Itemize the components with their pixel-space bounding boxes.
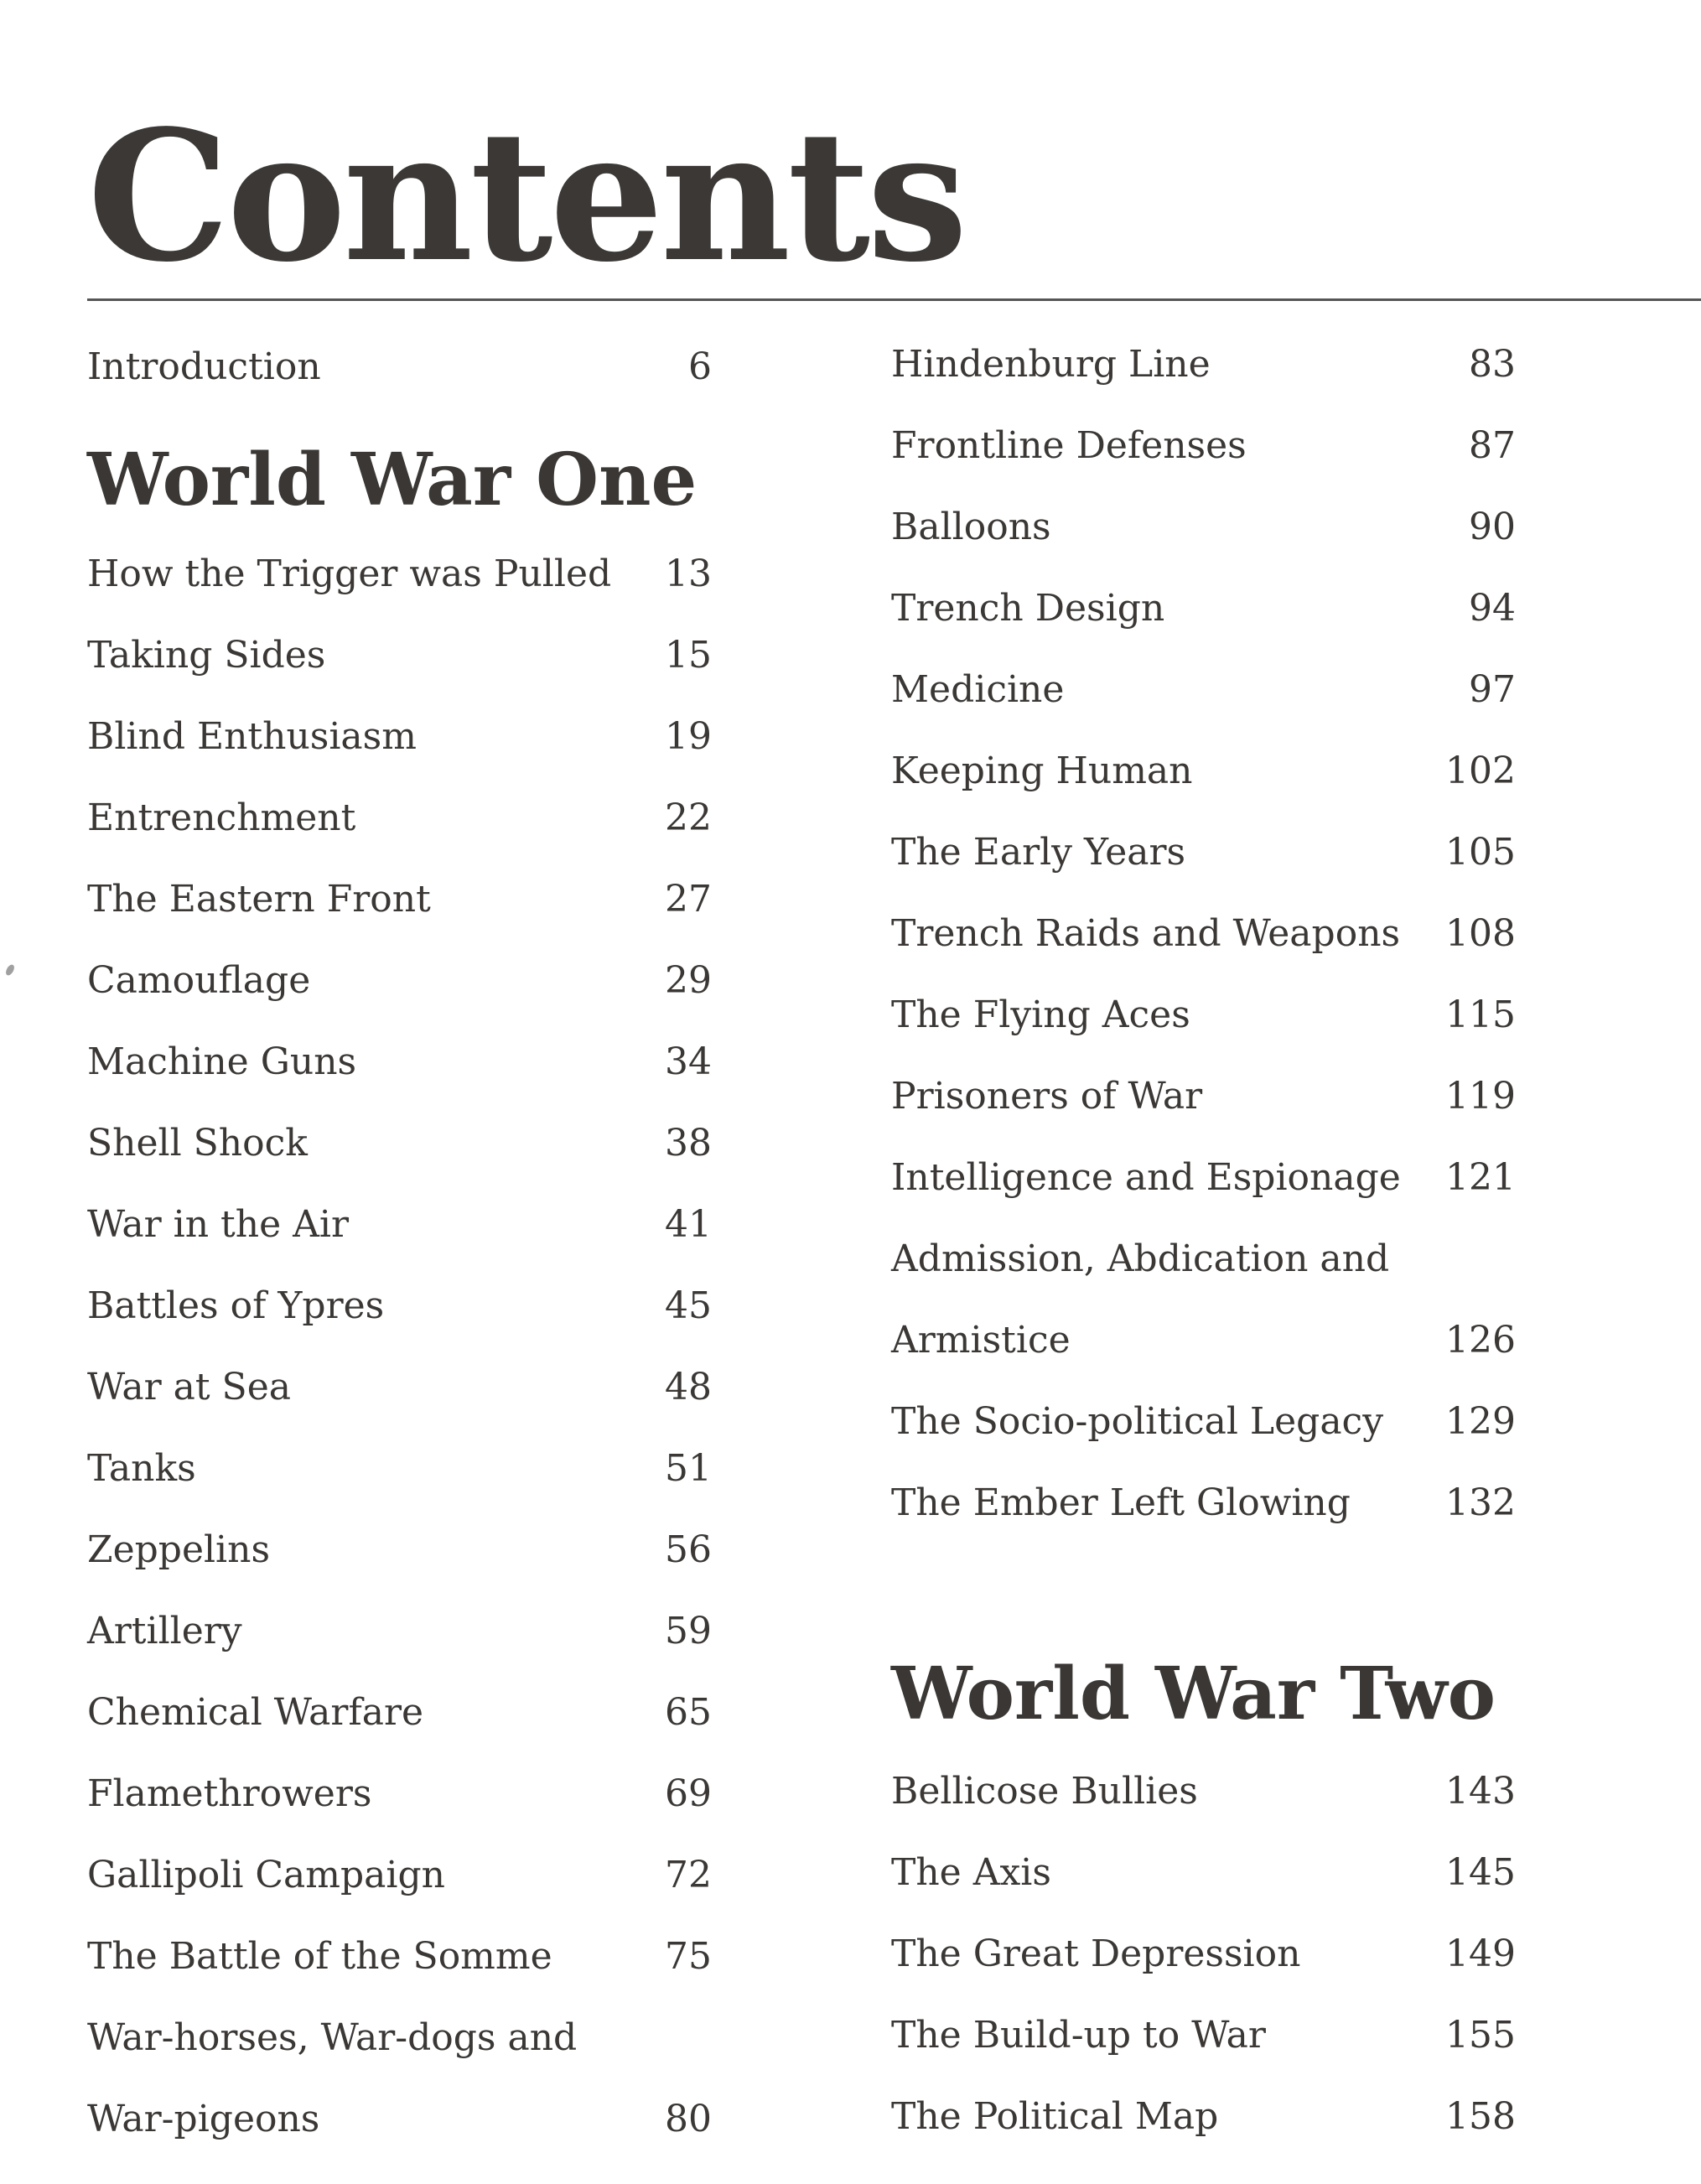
toc-entry[interactable]	[87, 1037, 712, 1087]
toc-entry[interactable]	[87, 1444, 712, 1494]
toc-entry-title: The Battle of the Somme	[87, 1935, 552, 1978]
scan-speck	[4, 963, 16, 977]
toc-entry-title: Camouflage	[87, 959, 311, 1002]
section-heading-ww1: World War One	[87, 438, 698, 522]
toc-entry[interactable]	[87, 2094, 712, 2145]
toc-entry-page: 48	[665, 1366, 712, 1408]
toc-entry-title: Flamethrowers	[87, 1772, 372, 1815]
toc-entry[interactable]	[891, 340, 1516, 390]
toc-entry-title: Taking Sides	[87, 634, 326, 677]
toc-entry-title: War-pigeons	[87, 2098, 320, 2140]
toc-entry-page: 149	[1445, 1932, 1516, 1975]
toc-entry[interactable]	[891, 746, 1516, 796]
toc-entry-page: 65	[665, 1691, 712, 1734]
toc-entry-title: War at Sea	[87, 1366, 291, 1408]
toc-entry-title: Zeppelins	[87, 1528, 271, 1571]
toc-entry-page: 19	[665, 715, 712, 758]
toc-entry-page: 94	[1469, 587, 1516, 630]
toc-entry-page: 132	[1445, 1481, 1516, 1524]
toc-entry-title: How the Trigger was Pulled	[87, 552, 612, 595]
toc-entry-title: War in the Air	[87, 1203, 349, 1246]
section-heading-ww2: World War Two	[891, 1652, 1496, 1736]
toc-entry-title: Blind Enthusiasm	[87, 715, 417, 758]
toc-entry[interactable]	[87, 549, 712, 599]
toc-entry[interactable]	[891, 1478, 1516, 1528]
toc-entry-title: Bellicose Bullies	[891, 1770, 1198, 1813]
toc-entry[interactable]	[87, 2013, 712, 2063]
toc-entry[interactable]	[87, 712, 712, 762]
toc-entry-title: Trench Raids and Weapons	[891, 912, 1401, 955]
toc-entry[interactable]	[891, 1766, 1516, 1817]
toc-entry-page: 69	[665, 1772, 712, 1815]
toc-entry[interactable]	[87, 1281, 712, 1331]
toc-entry-page: 97	[1469, 668, 1516, 711]
page-title: Contents	[87, 91, 965, 302]
toc-entry-title: Prisoners of War	[891, 1075, 1203, 1118]
toc-entry-title: The Ember Left Glowing	[891, 1481, 1351, 1524]
toc-entry-page: 51	[665, 1447, 712, 1490]
toc-entry-title: Keeping Human	[891, 750, 1193, 792]
toc-entry[interactable]	[87, 1118, 712, 1169]
toc-entry[interactable]	[87, 793, 712, 843]
toc-entry-title: Hindenburg Line	[891, 343, 1211, 386]
toc-entry[interactable]	[87, 630, 712, 681]
toc-entry-title: Medicine	[891, 668, 1065, 711]
toc-entry-title: Tanks	[87, 1447, 196, 1490]
toc-entry[interactable]	[891, 1929, 1516, 1979]
toc-entry[interactable]	[891, 1397, 1516, 1447]
toc-entry[interactable]	[891, 2092, 1516, 2142]
toc-entry[interactable]	[891, 827, 1516, 878]
toc-entry-page: 38	[665, 1122, 712, 1165]
toc-entry-page: 143	[1445, 1770, 1516, 1813]
toc-entry[interactable]	[891, 909, 1516, 959]
toc-entry[interactable]	[87, 1769, 712, 1819]
toc-entry-title: War-horses, War-dogs and	[87, 2016, 578, 2059]
toc-entry-title: The Build-up to War	[891, 2014, 1266, 2057]
toc-entry[interactable]	[87, 956, 712, 1006]
toc-entry-title: Chemical Warfare	[87, 1691, 424, 1734]
toc-entry-page: 158	[1445, 2095, 1516, 2138]
toc-entry-title: The Flying Aces	[891, 993, 1190, 1036]
toc-entry-title: Shell Shock	[87, 1122, 308, 1165]
toc-entry-page: 108	[1445, 912, 1516, 955]
toc-entry-page: 29	[665, 959, 712, 1002]
toc-entry[interactable]	[891, 990, 1516, 1040]
toc-entry-title: Frontline Defenses	[891, 424, 1247, 467]
toc-entry[interactable]	[87, 1850, 712, 1901]
toc-entry-page: 105	[1445, 831, 1516, 874]
toc-entry-page: 75	[665, 1935, 712, 1978]
toc-entry-title: Machine Guns	[87, 1040, 357, 1083]
toc-entry-title: Entrenchment	[87, 796, 356, 839]
toc-entry[interactable]	[87, 1200, 712, 1250]
toc-entry-title: The Socio-political Legacy	[891, 1400, 1384, 1443]
toc-entry[interactable]	[891, 1848, 1516, 1898]
toc-entry-title: Intelligence and Espionage	[891, 1156, 1401, 1199]
toc-entry-title: Artillery	[87, 1610, 242, 1652]
toc-entry-page: 27	[665, 878, 712, 921]
toc-entry-title: The Political Map	[891, 2095, 1219, 2138]
toc-entry-page: 90	[1469, 506, 1516, 548]
toc-entry-page: 34	[665, 1040, 712, 1083]
toc-entry-page: 59	[665, 1610, 712, 1652]
toc-entry[interactable]	[891, 2010, 1516, 2061]
toc-entry[interactable]	[87, 1362, 712, 1413]
toc-entry-page: 72	[665, 1854, 712, 1896]
toc-entry-title: Balloons	[891, 506, 1051, 548]
toc-entry-page: 115	[1445, 993, 1516, 1036]
toc-entry-page: 87	[1469, 424, 1516, 467]
toc-entry[interactable]	[891, 665, 1516, 715]
toc-entry-title: Battles of Ypres	[87, 1284, 385, 1327]
toc-entry-title: Trench Design	[891, 587, 1165, 630]
toc-entry-page: 6	[688, 345, 712, 388]
toc-entry[interactable]	[891, 1315, 1516, 1366]
toc-entry[interactable]	[87, 1606, 712, 1657]
toc-entry-title: The Early Years	[891, 831, 1186, 874]
toc-entry[interactable]	[87, 1688, 712, 1738]
toc-entry-title: The Axis	[891, 1851, 1051, 1894]
toc-entry-page: 45	[665, 1284, 712, 1327]
toc-entry-page: 83	[1469, 343, 1516, 386]
title-divider	[87, 298, 1701, 301]
toc-entry[interactable]	[87, 1525, 712, 1575]
toc-entry-title: The Great Depression	[891, 1932, 1301, 1975]
toc-entry-page: 145	[1445, 1851, 1516, 1894]
toc-entry-page: 102	[1445, 750, 1516, 792]
toc-entry-title: Admission, Abdication and	[891, 1237, 1390, 1280]
toc-entry-page: 126	[1445, 1319, 1516, 1362]
toc-entry-title: The Eastern Front	[87, 878, 431, 921]
toc-entry-page: 56	[665, 1528, 712, 1571]
toc-entry-title: Introduction	[87, 345, 321, 388]
toc-entry[interactable]	[891, 1234, 1516, 1284]
toc-entry-page: 119	[1445, 1075, 1516, 1118]
toc-entry-title: Armistice	[891, 1319, 1071, 1362]
toc-entry[interactable]	[891, 584, 1516, 634]
toc-entry[interactable]	[87, 874, 712, 925]
toc-entry-page: 22	[665, 796, 712, 839]
toc-entry[interactable]	[87, 1932, 712, 1982]
toc-entry-introduction[interactable]	[87, 342, 712, 392]
toc-entry-page: 15	[665, 634, 712, 677]
toc-entry-title: Gallipoli Campaign	[87, 1854, 445, 1896]
toc-entry[interactable]	[891, 502, 1516, 552]
toc-entry-page: 41	[665, 1203, 712, 1246]
toc-entry-page: 121	[1445, 1156, 1516, 1199]
toc-entry-page: 13	[665, 552, 712, 595]
toc-entry-page: 129	[1445, 1400, 1516, 1443]
toc-entry-page: 80	[665, 2098, 712, 2140]
toc-entry[interactable]	[891, 1153, 1516, 1203]
toc-entry-page: 155	[1445, 2014, 1516, 2057]
toc-entry[interactable]	[891, 1071, 1516, 1122]
toc-entry[interactable]	[891, 421, 1516, 471]
